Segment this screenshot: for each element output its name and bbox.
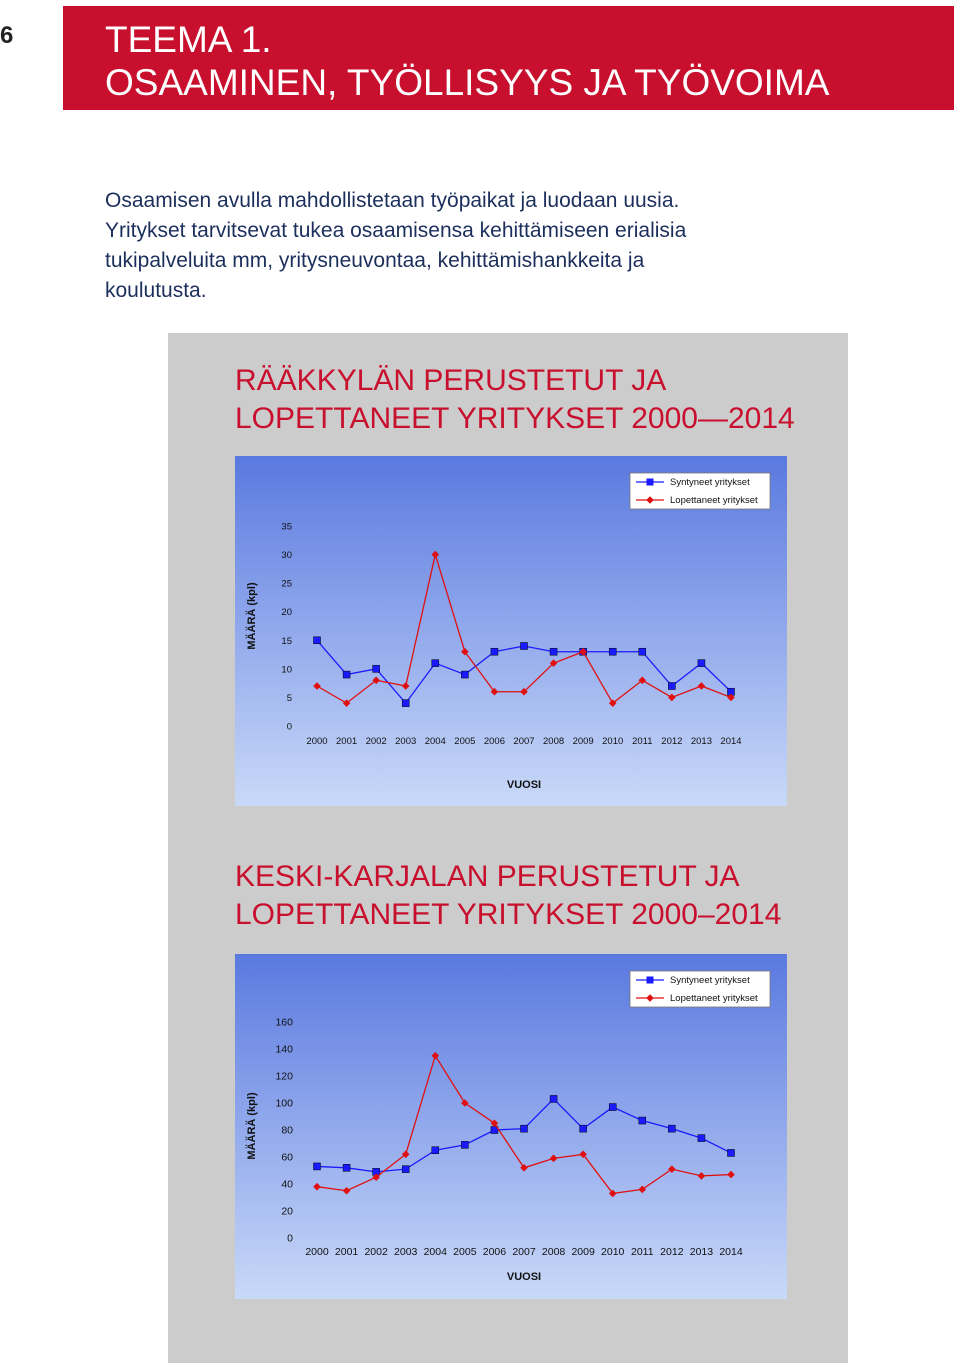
y-axis-label: MÄÄRÄ (kpl) bbox=[246, 582, 258, 650]
y-tick-label: 120 bbox=[275, 1070, 293, 1083]
x-tick-label: 2008 bbox=[541, 1246, 566, 1258]
data-point-syntyneet bbox=[432, 1147, 439, 1154]
data-point-syntyneet bbox=[343, 671, 350, 678]
x-tick-label: 2007 bbox=[512, 1246, 536, 1258]
data-point-syntyneet bbox=[698, 1135, 705, 1142]
x-tick-label: 2004 bbox=[423, 1246, 447, 1258]
x-tick-label: 2007 bbox=[513, 736, 535, 747]
data-point-syntyneet bbox=[402, 1166, 409, 1173]
y-tick-label: 5 bbox=[286, 692, 292, 704]
data-point-syntyneet bbox=[314, 1163, 321, 1170]
x-tick-label: 2013 bbox=[690, 736, 712, 747]
data-point-syntyneet bbox=[343, 1164, 350, 1171]
x-tick-label: 2010 bbox=[602, 736, 624, 747]
chart-keski-karjala bbox=[235, 954, 787, 1299]
data-point-syntyneet bbox=[314, 637, 321, 644]
data-point-syntyneet bbox=[461, 671, 468, 678]
intro-line: tukipalveluita mm, yritysneuvontaa, kehittämishankkeita ja bbox=[105, 249, 645, 272]
intro-line: koulutusta. bbox=[105, 279, 207, 302]
chart2-heading-line1: KESKI-KARJALAN PERUSTETUT JA bbox=[235, 860, 740, 893]
theme-title: TEEMA 1. bbox=[105, 19, 272, 60]
y-tick-label: 80 bbox=[281, 1124, 293, 1137]
x-tick-label: 2006 bbox=[483, 736, 505, 747]
legend-label: Lopettaneet yritykset bbox=[670, 495, 758, 507]
legend-label: Lopettaneet yritykset bbox=[670, 993, 758, 1005]
chart-raakkyla bbox=[235, 456, 787, 806]
x-tick-label: 2006 bbox=[482, 1246, 507, 1258]
x-tick-label: 2008 bbox=[543, 736, 565, 747]
chart-svg bbox=[235, 456, 787, 806]
y-tick-label: 140 bbox=[275, 1043, 293, 1056]
theme-subtitle: OSAAMINEN, TYÖLLISYYS JA TYÖVOIMA bbox=[105, 62, 830, 103]
data-point-syntyneet bbox=[461, 1141, 468, 1148]
x-tick-label: 2002 bbox=[365, 736, 387, 747]
data-point-syntyneet bbox=[668, 683, 675, 690]
x-tick-label: 2014 bbox=[719, 1246, 743, 1258]
y-axis-label: MÄÄRÄ (kpl) bbox=[246, 1092, 258, 1160]
data-point-syntyneet bbox=[698, 660, 705, 667]
x-tick-label: 2005 bbox=[454, 736, 476, 747]
legend-label: Syntyneet yritykset bbox=[670, 477, 750, 489]
data-point-syntyneet bbox=[668, 1125, 675, 1132]
legend-marker bbox=[647, 977, 654, 984]
y-tick-label: 0 bbox=[286, 721, 292, 733]
page-number: 6 bbox=[0, 22, 14, 49]
x-tick-label: 2000 bbox=[306, 736, 328, 747]
x-tick-label: 2004 bbox=[424, 736, 446, 747]
y-tick-label: 20 bbox=[281, 1205, 293, 1218]
y-tick-label: 35 bbox=[281, 521, 292, 533]
legend-label: Syntyneet yritykset bbox=[670, 975, 750, 987]
y-tick-label: 0 bbox=[287, 1232, 293, 1245]
x-axis-label: VUOSI bbox=[506, 779, 542, 791]
x-tick-label: 2013 bbox=[689, 1246, 714, 1258]
x-tick-label: 2011 bbox=[630, 1246, 654, 1258]
data-point-syntyneet bbox=[432, 660, 439, 667]
y-tick-label: 40 bbox=[281, 1178, 293, 1191]
x-tick-label: 2001 bbox=[334, 1246, 359, 1258]
x-tick-label: 2011 bbox=[632, 736, 653, 747]
y-tick-label: 30 bbox=[281, 550, 292, 562]
x-tick-label: 2010 bbox=[601, 1246, 625, 1258]
x-tick-label: 2003 bbox=[395, 736, 417, 747]
data-point-syntyneet bbox=[728, 1149, 735, 1156]
intro-paragraph bbox=[105, 186, 935, 306]
data-point-syntyneet bbox=[639, 1117, 646, 1124]
data-point-syntyneet bbox=[639, 648, 646, 655]
data-point-syntyneet bbox=[521, 643, 528, 650]
data-point-syntyneet bbox=[550, 648, 557, 655]
y-tick-label: 60 bbox=[281, 1151, 293, 1164]
intro-line: Yritykset tarvitsevat tukea osaamisensa kehittämiseen erialisia bbox=[105, 219, 687, 242]
x-tick-label: 2005 bbox=[453, 1246, 477, 1258]
data-point-syntyneet bbox=[521, 1125, 528, 1132]
x-tick-label: 2000 bbox=[305, 1246, 329, 1258]
chart1-heading-line2: LOPETTANEET YRITYKSET 2000—2014 bbox=[235, 402, 795, 435]
x-tick-label: 2012 bbox=[660, 1246, 684, 1258]
data-point-syntyneet bbox=[373, 665, 380, 672]
x-tick-label: 2003 bbox=[394, 1246, 418, 1258]
data-point-syntyneet bbox=[491, 648, 498, 655]
y-tick-label: 15 bbox=[281, 635, 292, 647]
y-tick-label: 100 bbox=[275, 1097, 293, 1110]
y-tick-label: 20 bbox=[281, 607, 292, 619]
legend-marker bbox=[647, 479, 654, 486]
x-tick-label: 2009 bbox=[572, 736, 594, 747]
y-tick-label: 10 bbox=[281, 664, 292, 676]
x-axis-label: VUOSI bbox=[506, 1271, 542, 1283]
data-point-syntyneet bbox=[609, 648, 616, 655]
x-tick-label: 2009 bbox=[571, 1246, 595, 1258]
data-point-syntyneet bbox=[402, 700, 409, 707]
data-point-syntyneet bbox=[609, 1104, 616, 1111]
x-tick-label: 2014 bbox=[720, 736, 742, 747]
chart1-heading-line1: RÄÄKKYLÄN PERUSTETUT JA bbox=[235, 364, 667, 397]
intro-line: Osaamisen avulla mahdollistetaan työpaikat ja luodaan uusia. bbox=[105, 189, 680, 212]
y-tick-label: 25 bbox=[281, 578, 292, 590]
theme-banner bbox=[63, 6, 954, 110]
chart-svg bbox=[235, 954, 787, 1299]
data-point-syntyneet bbox=[580, 1125, 587, 1132]
x-tick-label: 2001 bbox=[336, 736, 358, 747]
y-tick-label: 160 bbox=[275, 1016, 293, 1029]
x-tick-label: 2012 bbox=[661, 736, 683, 747]
chart2-heading-line2: LOPETTANEET YRITYKSET 2000–2014 bbox=[235, 898, 782, 931]
data-point-syntyneet bbox=[550, 1095, 557, 1102]
x-tick-label: 2002 bbox=[364, 1246, 388, 1258]
